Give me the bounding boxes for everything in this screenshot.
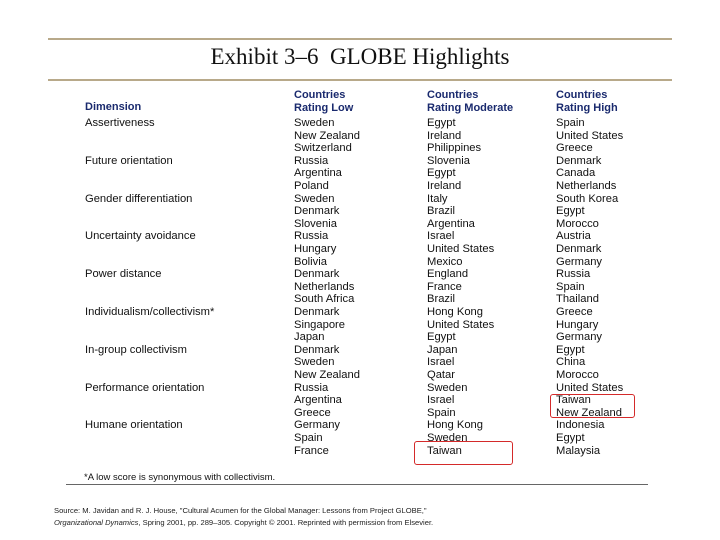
table-row — [0, 281, 720, 294]
cell-low: Bolivia — [294, 255, 327, 268]
cell-high: Thailand — [556, 293, 599, 306]
cell-moderate: United States — [427, 318, 495, 331]
cell-low: Russia — [294, 381, 329, 394]
cell-low: New Zealand — [294, 369, 360, 381]
cell-moderate: Ireland — [427, 180, 462, 192]
cell-high: Austria — [556, 230, 591, 243]
header-moderate: Countries Rating Moderate — [427, 89, 514, 114]
title-rule — [48, 79, 672, 81]
cell-high: Russia — [556, 268, 591, 281]
cell-high: New Zealand — [556, 406, 622, 419]
cell-low: Hungary — [294, 243, 337, 255]
cell-high: Malaysia — [556, 444, 601, 457]
cell-low: Slovenia — [294, 217, 337, 230]
header-high: Countries Rating High — [556, 89, 618, 114]
cell-high: Morocco — [556, 369, 599, 381]
cell-high: Morocco — [556, 217, 599, 230]
table-row — [0, 230, 720, 243]
cell-low: France — [294, 444, 329, 457]
cell-high: Egypt — [556, 432, 585, 444]
table-row — [0, 256, 720, 269]
footnote: *A low score is synonymous with collectivism. — [84, 472, 276, 483]
cell-moderate: Brazil — [427, 205, 455, 218]
cell-high: Spain — [556, 280, 585, 293]
cell-moderate: Argentina — [427, 217, 475, 230]
header-dimension: Dimension — [85, 101, 142, 113]
cell-high: Denmark — [556, 154, 602, 167]
cell-moderate: Ireland — [427, 129, 462, 142]
cell-moderate: Sweden — [427, 432, 468, 444]
cell-low: Denmark — [294, 205, 340, 218]
cell-low: Netherlands — [294, 280, 355, 293]
cell-low: Russia — [294, 154, 329, 167]
cell-moderate: England — [427, 268, 469, 281]
cell-high: Egypt — [556, 343, 585, 356]
table-row — [0, 293, 720, 306]
cell-moderate: Egypt — [427, 167, 456, 180]
cell-moderate: Israel — [427, 230, 455, 243]
table-row — [0, 445, 720, 458]
table-row — [0, 306, 720, 319]
cell-low: South Africa — [294, 293, 355, 306]
cell-high: Spain — [556, 117, 585, 129]
cell-dimension: In-group collectivism — [85, 343, 187, 356]
top-rule — [48, 38, 672, 40]
cell-low: Denmark — [294, 268, 340, 281]
cell-high: Netherlands — [556, 180, 617, 192]
cell-high: Greece — [556, 306, 593, 318]
cell-low: Japan — [294, 331, 325, 344]
cell-low: Russia — [294, 230, 329, 243]
cell-moderate: Israel — [427, 356, 455, 369]
highlight-box-high — [550, 394, 635, 418]
cell-dimension: Individualism/collectivism* — [85, 306, 215, 318]
cell-dimension: Humane orientation — [85, 419, 183, 432]
cell-moderate: Japan — [427, 343, 458, 356]
cell-low: Argentina — [294, 394, 342, 407]
cell-moderate: France — [427, 280, 462, 293]
cell-low: Sweden — [294, 356, 335, 369]
cell-low: Germany — [294, 419, 341, 432]
cell-dimension: Assertiveness — [85, 117, 155, 129]
cell-low: Singapore — [294, 318, 346, 331]
cell-high: United States — [556, 381, 624, 394]
table-row — [0, 331, 720, 344]
cell-low: New Zealand — [294, 129, 360, 142]
table-row — [0, 142, 720, 155]
cell-moderate: Hong Kong — [427, 306, 483, 318]
cell-moderate: Taiwan — [427, 444, 462, 457]
table-row — [0, 193, 720, 206]
table-row — [0, 180, 720, 193]
cell-moderate: Israel — [427, 394, 455, 407]
table-row — [0, 419, 720, 432]
cell-low: Argentina — [294, 167, 342, 180]
cell-dimension: Gender differentiation — [85, 192, 193, 205]
cell-moderate: Mexico — [427, 255, 463, 268]
cell-moderate: Egypt — [427, 331, 456, 344]
cell-high: China — [556, 356, 586, 369]
table-row — [0, 369, 720, 382]
table-row — [0, 243, 720, 256]
cell-low: Switzerland — [294, 142, 352, 155]
cell-dimension: Performance orientation — [85, 381, 205, 394]
cell-moderate: Slovenia — [427, 154, 470, 167]
cell-high: Germany — [556, 331, 603, 344]
footer-rule — [66, 484, 648, 485]
table-row — [0, 218, 720, 231]
cell-high: Denmark — [556, 243, 602, 255]
cell-high: Canada — [556, 167, 596, 180]
cell-low: Sweden — [294, 192, 335, 205]
cell-moderate: Egypt — [427, 117, 456, 129]
cell-low: Spain — [294, 432, 323, 444]
cell-dimension: Uncertainty avoidance — [85, 230, 196, 243]
cell-high: Greece — [556, 142, 593, 155]
source-citation: Source: M. Javidan and R. J. House, "Cultural Acumen for the Global Manager: Lessons from Project GLOBE," Organizational Dynamics, Spring 2001, pp. 289–305. Copyright © 2001. Reprinted with permission from Elsevier. — [54, 506, 434, 527]
table-row — [0, 382, 720, 395]
cell-high: Taiwan — [556, 394, 591, 407]
table-row — [0, 319, 720, 332]
cell-moderate: Brazil — [427, 293, 455, 306]
table-row — [0, 356, 720, 369]
cell-moderate: Qatar — [427, 369, 455, 381]
table-row — [0, 268, 720, 281]
page-title: Exhibit 3–6 GLOBE Highlights — [210, 44, 510, 69]
cell-moderate: Sweden — [427, 381, 468, 394]
cell-low: Denmark — [294, 343, 340, 356]
cell-dimension: Power distance — [85, 268, 162, 281]
cell-high: Hungary — [556, 318, 599, 331]
table-row — [0, 155, 720, 168]
table-row — [0, 205, 720, 218]
table-row — [0, 117, 720, 130]
cell-high: Indonesia — [556, 419, 605, 432]
cell-low: Sweden — [294, 117, 335, 129]
table-row — [0, 432, 720, 445]
cell-moderate: United States — [427, 243, 495, 255]
table-row — [0, 130, 720, 143]
cell-low: Poland — [294, 180, 329, 192]
cell-high: United States — [556, 129, 624, 142]
cell-high: Germany — [556, 255, 603, 268]
cell-moderate: Philippines — [427, 142, 482, 155]
journal-name: Organizational Dynamics — [54, 518, 139, 527]
cell-low: Denmark — [294, 306, 340, 318]
cell-moderate: Spain — [427, 406, 456, 419]
cell-high: South Korea — [556, 192, 619, 205]
table-row — [0, 167, 720, 180]
table-row — [0, 344, 720, 357]
cell-moderate: Italy — [427, 192, 448, 205]
cell-low: Greece — [294, 406, 331, 419]
cell-moderate: Hong Kong — [427, 419, 483, 432]
highlight-box-moderate — [414, 441, 513, 465]
cell-dimension: Future orientation — [85, 154, 173, 167]
header-low: Countries Rating Low — [294, 89, 354, 114]
cell-high: Egypt — [556, 205, 585, 218]
